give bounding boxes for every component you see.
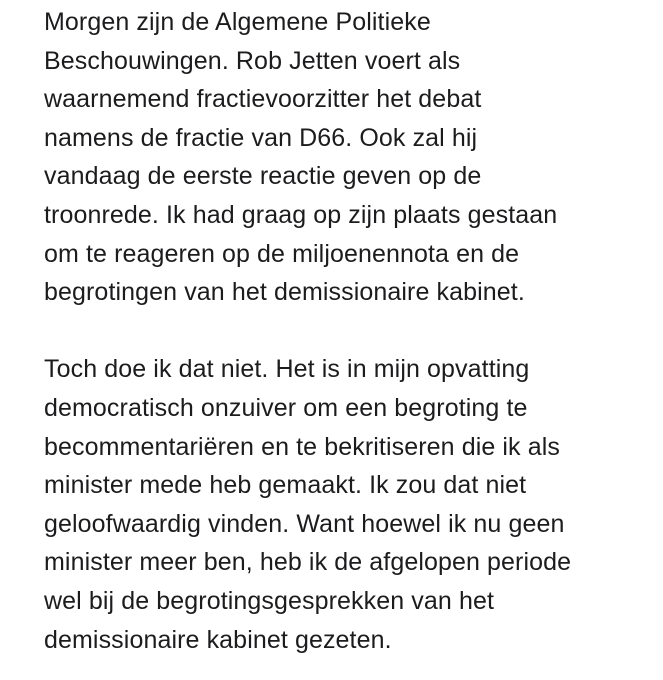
text-line: begrotingen van het demissionaire kabinet.: [44, 278, 525, 307]
text-line: Toch doe ik dat niet. Het is in mijn opvatting: [44, 355, 530, 384]
text-line: minister meer ben, heb ik de afgelopen periode: [44, 548, 572, 577]
text-line: minister mede heb gemaakt. Ik zou dat niet: [44, 471, 527, 500]
text-line: becommentariëren en te bekritiseren die ik als: [44, 432, 560, 461]
paragraph-1: [44, 0, 654, 312]
text-line: namens de fractie van D66. Ook zal hij: [44, 123, 478, 152]
text-line: waarnemend fractievoorzitter het debat: [44, 85, 482, 114]
text-line: om te reageren op de miljoenennota en de: [44, 239, 520, 268]
text-line: Morgen zijn de Algemene Politieke: [44, 8, 431, 36]
text-line: geloofwaardig vinden. Want hoewel ik nu geen: [44, 509, 565, 538]
text-line: troonrede. Ik had graag op zijn plaats gestaan: [44, 200, 558, 229]
note-text: [44, 0, 654, 659]
text-line: democratisch onzuiver om een begroting te: [44, 393, 528, 422]
paragraph-2: [44, 350, 654, 659]
text-line: wel bij de begrotingsgesprekken van het: [44, 586, 495, 615]
text-line: vandaag de eerste reactie geven op de: [44, 162, 482, 191]
text-line: Beschouwingen. Rob Jetten voert als: [44, 46, 461, 75]
text-line: demissionaire kabinet gezeten.: [44, 625, 392, 654]
